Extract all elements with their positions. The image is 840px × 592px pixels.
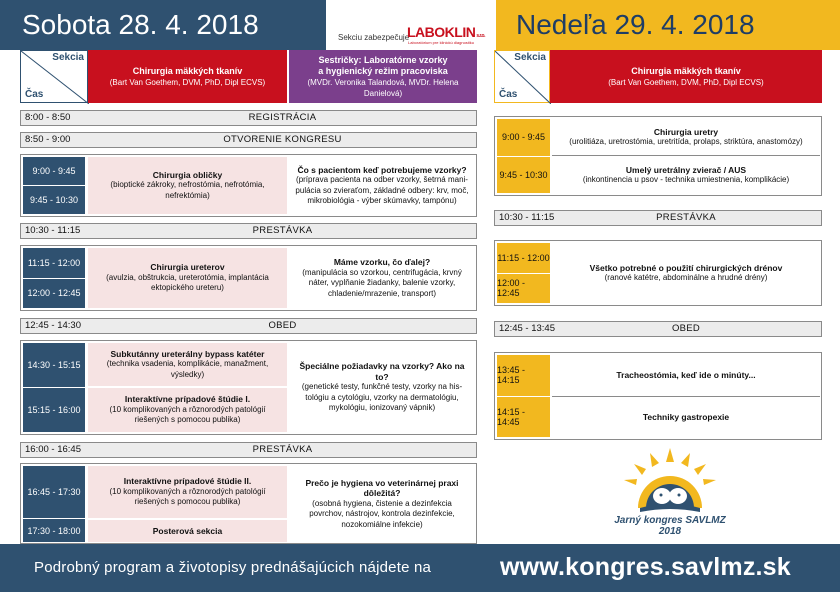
footer-url-link[interactable]: www.kongres.savlmz.sk	[500, 553, 791, 581]
bar-opening: 8:50 - 9:00 OTVORENIE KONGRESU	[20, 132, 477, 148]
time-cell: 16:45 - 17:30	[23, 466, 85, 518]
sponsor-logo: LABOKLINs.r.o.	[407, 24, 486, 40]
cas-label: Čas	[499, 89, 518, 100]
time-cell: 17:30 - 18:00	[23, 519, 85, 542]
session-case-studies-1: Interaktívne prípadové štúdie I. (10 komplikovaných a rôznorodých patológií riešených s pomocou publika)	[88, 388, 287, 432]
time-cell: 12:00 - 12:45	[497, 274, 550, 304]
header-corner-right	[494, 50, 550, 103]
bar-pause-1: 10:30 - 11:15 PRESTÁVKA	[20, 223, 477, 239]
block-1-sun	[494, 116, 822, 196]
cas-label: Čas	[25, 89, 44, 100]
sponsor-logo-subtitle: Laboratórium pre klinickú diagnostiku	[408, 40, 475, 45]
block-3-sun	[494, 352, 822, 440]
session-drains: Všetko potrebné o použití chirurgických drénov (ranové katétre, abdominálne a hrudné drény)	[552, 243, 820, 303]
bar-pause-sun: 10:30 - 11:15 PRESTÁVKA	[494, 210, 822, 226]
time-cell: 9:45 - 10:30	[23, 186, 85, 214]
header-corner-left	[20, 50, 88, 103]
congress-logo-text: Jarný kongres SAVLMZ 2018	[614, 515, 726, 537]
section-soft-tissue-sat: Chirurgia mäkkých tkanív (Bart Van Goethem, DVM, PhD, Dipl ECVS)	[88, 50, 287, 103]
congress-logo-icon	[620, 448, 720, 516]
time-cell: 15:15 - 16:00	[23, 388, 85, 432]
saturday-title: Sobota 28. 4. 2018	[0, 0, 326, 50]
session-kidney-surgery: Chirurgia obličky (bioptické zákroky, nefrostómia, nefrotómia, nefrektómia)	[88, 157, 287, 214]
block-1-sat	[20, 154, 477, 217]
footer-text: Podrobný program a životopisy prednášajúcich nájdete na	[34, 559, 432, 576]
time-cell: 14:30 - 15:15	[23, 343, 85, 387]
block-3-sat	[20, 340, 477, 435]
session-ureter-surgery: Chirurgia ureterov (avulzia, obštrukcia, ureterotómia, implantácia ektopického ureteru)	[88, 248, 287, 308]
section-nurses: Sestričky: Laboratórne vzorky a hygienický režim pracoviska (MVDr. Veronika Talandová, MVDr. Helena Danielová)	[289, 50, 477, 103]
block-2-sat	[20, 245, 477, 311]
time-cell: 11:15 - 12:00	[23, 248, 85, 278]
session-gastropexy: Techniky gastropexie	[552, 397, 820, 437]
sekcia-label: Sekcia	[52, 52, 84, 63]
session-sample-handling: Máme vzorku, čo ďalej? (manipulácia so vzorkou, centrifugácia, krvný náter, vyplňanie žiadanky, balenie vzorky, chladenie/mrazenie, transport)	[289, 248, 475, 308]
time-cell: 11:15 - 12:00	[497, 243, 550, 273]
time-cell: 9:00 - 9:45	[497, 119, 550, 156]
session-hygiene: Prečo je hygiena vo veterinárnej praxi dôležitá? (osobná hygiena, čistenie a dezinfekcia povrchov, nástrojov, kontrola dezinfekcie, nozokomiálne infekcie)	[289, 466, 475, 542]
time-cell: 12:00 - 12:45	[23, 279, 85, 309]
sponsor-text: Sekciu zabezpečuje	[338, 33, 410, 42]
sekcia-label: Sekcia	[514, 52, 546, 63]
bar-lunch-sun: 12:45 - 13:45 OBED	[494, 321, 822, 337]
section-soft-tissue-sun: Chirurgia mäkkých tkanív (Bart Van Goethem, DVM, PhD, Dipl ECVS)	[550, 50, 822, 103]
time-cell: 9:45 - 10:30	[497, 157, 550, 194]
session-special-samples: Špeciálne požiadavky na vzorky? Ako na to? (genetické testy, funkčné testy, vzorky na his- tológiu a cytológiu, vzorky na dermatológiu, mykológiu, ionizovaný vápnik)	[289, 343, 475, 432]
bar-registration: 8:00 - 8:50 REGISTRÁCIA	[20, 110, 477, 126]
session-tracheostomy: Tracheostómia, keď ide o minúty...	[552, 355, 820, 395]
time-cell: 14:15 - 14:45	[497, 397, 550, 438]
session-urethra-surgery: Chirurgia uretry (urolitiáza, uretrostómia, uretritída, prolaps, striktúra, anastomózy)	[552, 119, 820, 155]
time-cell: 9:00 - 9:45	[23, 157, 85, 185]
block-4-sat	[20, 463, 477, 544]
sunday-title: Nedeľa 29. 4. 2018	[496, 0, 840, 50]
session-case-studies-2: Interaktívne prípadové štúdie II. (10 komplikovaných a rôznorodých patológií riešených s pomocou publika)	[88, 466, 287, 518]
session-aus: Umelý uretrálny zvierač / AUS (inkontinencia u psov - technika umiestnenia, komplikácie)	[552, 157, 820, 193]
session-sub-bypass: Subkutánny ureterálny bypass katéter (technika vsadenia, komplikácie, manažment, výsledky)	[88, 343, 287, 386]
bar-lunch: 12:45 - 14:30 OBED	[20, 318, 477, 334]
footer	[0, 544, 840, 592]
session-samples: Čo s pacientom keď potrebujeme vzorky? (príprava pacienta na odber vzorky, šetrná mani- pulácia so zvieraťom, základné odbery: krv, moč, mikrobiológia - výber skúmavky, tampónu)	[289, 157, 475, 214]
bar-pause-2: 16:00 - 16:45 PRESTÁVKA	[20, 442, 477, 458]
time-cell: 13:45 - 14:15	[497, 355, 550, 396]
block-2-sun	[494, 240, 822, 306]
session-poster: Posterová sekcia	[88, 520, 287, 542]
